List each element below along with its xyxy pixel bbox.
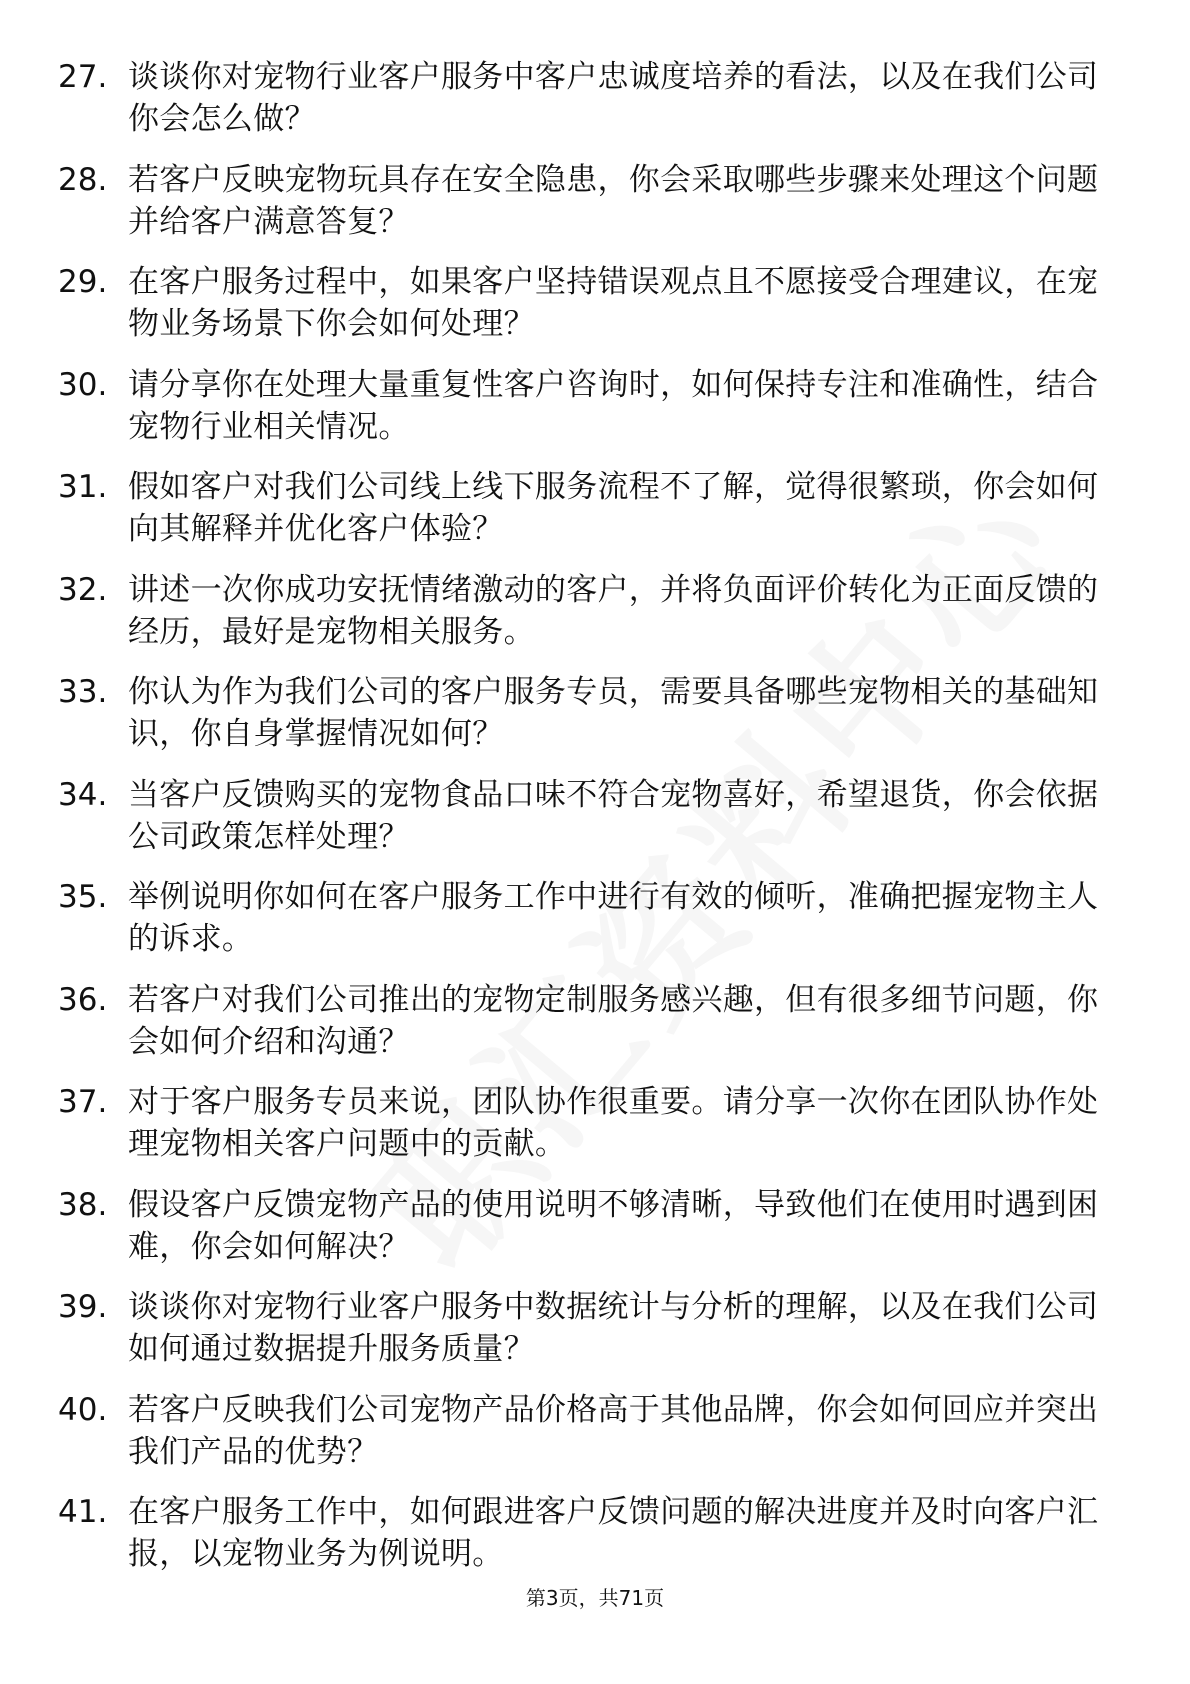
question-text: 讲述一次你成功安抚情绪激动的客户，并将负面评价转化为正面反馈的经历，最好是宠物相关服务。 xyxy=(128,571,1099,650)
question-list xyxy=(58,56,1118,1594)
question-text: 举例说明你如何在客户服务工作中进行有效的倾听，准确把握宠物主人的诉求。 xyxy=(128,879,1099,957)
question-item xyxy=(58,1286,1118,1389)
question-number: 32. xyxy=(58,571,108,608)
question-text: 若客户反映宠物玩具存在安全隐患，你会采取哪些步骤来处理这个问题并给客户满意答复？ xyxy=(128,161,1099,240)
question-item xyxy=(58,159,1118,262)
question-item xyxy=(58,466,1118,569)
question-text: 你认为作为我们公司的客户服务专员，需要具备哪些宠物相关的基础知识，你自身掌握情况如何？ xyxy=(128,674,1099,752)
question-number: 39. xyxy=(58,1289,108,1325)
question-item xyxy=(58,1184,1118,1287)
question-item xyxy=(58,979,1118,1082)
question-item xyxy=(58,671,1118,774)
question-item xyxy=(58,1081,1118,1184)
question-text: 谈谈你对宠物行业客户服务中客户忠诚度培养的看法，以及在我们公司你会怎么做？ xyxy=(128,59,1099,137)
question-item xyxy=(58,774,1118,877)
question-number: 35. xyxy=(58,879,108,915)
question-number: 33. xyxy=(58,674,108,710)
question-text: 若客户对我们公司推出的宠物定制服务感兴趣，但有很多细节问题，你会如何介绍和沟通？ xyxy=(128,981,1099,1060)
question-number: 36. xyxy=(58,981,108,1018)
question-number: 40. xyxy=(58,1391,108,1428)
question-number: 37. xyxy=(58,1084,108,1120)
question-number: 28. xyxy=(58,161,108,198)
question-number: 41. xyxy=(58,1494,108,1530)
question-text: 当客户反馈购买的宠物食品口味不符合宠物喜好，希望退货，你会依据公司政策怎样处理？ xyxy=(128,776,1099,855)
question-text: 假如客户对我们公司线上线下服务流程不了解，觉得很繁琐，你会如何向其解释并优化客户体验？ xyxy=(128,469,1099,547)
question-number: 30. xyxy=(58,366,108,403)
question-item xyxy=(58,261,1118,364)
question-text: 在客户服务过程中，如果客户坚持错误观点且不愿接受合理建议，在宠物业务场景下你会如何处理？ xyxy=(128,264,1099,342)
question-number: 34. xyxy=(58,776,108,813)
question-text: 假设客户反馈宠物产品的使用说明不够清晰，导致他们在使用时遇到困难，你会如何解决？ xyxy=(128,1186,1099,1265)
question-item xyxy=(58,569,1118,672)
page-footer: 第3页，共71页 xyxy=(525,1586,665,1610)
question-item xyxy=(58,1491,1118,1594)
question-number: 38. xyxy=(58,1186,108,1223)
question-number: 31. xyxy=(58,469,108,505)
question-item xyxy=(58,364,1118,467)
question-number: 29. xyxy=(58,264,108,300)
question-text: 在客户服务工作中，如何跟进客户反馈问题的解决进度并及时向客户汇报，以宠物业务为例说明。 xyxy=(128,1494,1099,1572)
question-number: 27. xyxy=(58,59,108,95)
question-text: 谈谈你对宠物行业客户服务中数据统计与分析的理解，以及在我们公司如何通过数据提升服务质量？ xyxy=(128,1289,1099,1367)
question-item xyxy=(58,56,1118,159)
question-item xyxy=(58,876,1118,979)
question-text: 若客户反映我们公司宠物产品价格高于其他品牌，你会如何回应并突出我们产品的优势？ xyxy=(128,1391,1099,1470)
question-text: 对于客户服务专员来说，团队协作很重要。请分享一次你在团队协作处理宠物相关客户问题中的贡献。 xyxy=(128,1084,1099,1162)
question-text: 请分享你在处理大量重复性客户咨询时，如何保持专注和准确性，结合宠物行业相关情况。 xyxy=(128,366,1099,445)
question-item xyxy=(58,1389,1118,1492)
